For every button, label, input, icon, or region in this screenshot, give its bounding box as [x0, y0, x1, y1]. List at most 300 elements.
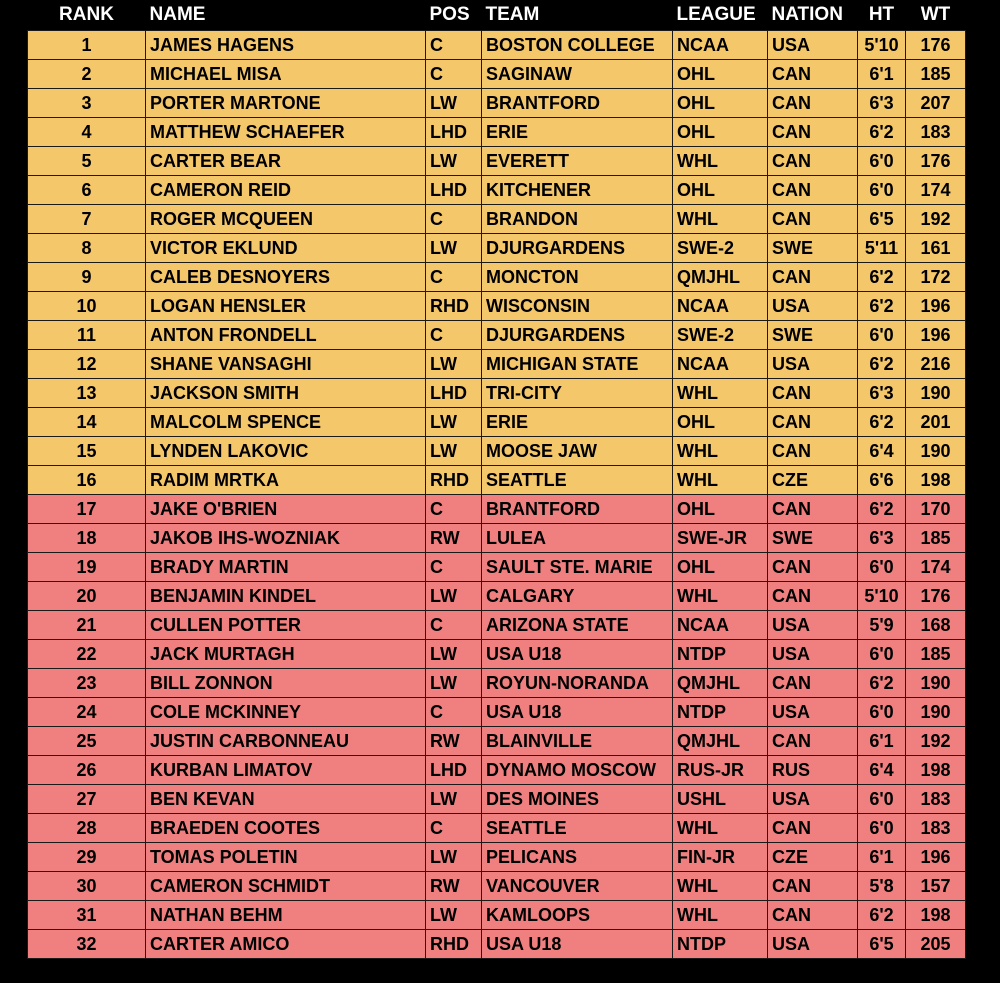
cell-nation: CAN	[768, 263, 858, 292]
cell-nation: CAN	[768, 408, 858, 437]
cell-nation: SWE	[768, 234, 858, 263]
cell-pos: LHD	[426, 118, 482, 147]
cell-pos: LW	[426, 843, 482, 872]
cell-rank: 1	[28, 31, 146, 60]
cell-ht: 6'0	[858, 640, 906, 669]
cell-league: WHL	[673, 466, 768, 495]
table-row	[28, 350, 966, 379]
cell-rank: 8	[28, 234, 146, 263]
cell-league: USHL	[673, 785, 768, 814]
cell-name: CAMERON SCHMIDT	[146, 872, 426, 901]
cell-wt: 176	[906, 31, 966, 60]
cell-name: RADIM MRTKA	[146, 466, 426, 495]
cell-nation: USA	[768, 698, 858, 727]
header-wt: WT	[906, 0, 966, 31]
table-row	[28, 408, 966, 437]
cell-name: MICHAEL MISA	[146, 60, 426, 89]
header-nation: NATION	[768, 0, 858, 31]
table-row	[28, 727, 966, 756]
cell-name: ANTON FRONDELL	[146, 321, 426, 350]
cell-pos: C	[426, 698, 482, 727]
cell-pos: LW	[426, 640, 482, 669]
cell-nation: CAN	[768, 814, 858, 843]
cell-ht: 6'3	[858, 379, 906, 408]
cell-rank: 26	[28, 756, 146, 785]
header-row	[28, 0, 966, 31]
cell-ht: 5'8	[858, 872, 906, 901]
cell-pos: C	[426, 321, 482, 350]
cell-nation: USA	[768, 292, 858, 321]
cell-rank: 10	[28, 292, 146, 321]
cell-name: JACKSON SMITH	[146, 379, 426, 408]
table-row	[28, 843, 966, 872]
table-row	[28, 263, 966, 292]
cell-ht: 6'2	[858, 350, 906, 379]
cell-ht: 6'4	[858, 437, 906, 466]
header-league: LEAGUE	[673, 0, 768, 31]
cell-ht: 6'0	[858, 321, 906, 350]
cell-nation: USA	[768, 640, 858, 669]
cell-ht: 6'0	[858, 785, 906, 814]
table-row	[28, 147, 966, 176]
cell-nation: USA	[768, 785, 858, 814]
cell-league: OHL	[673, 495, 768, 524]
cell-name: BENJAMIN KINDEL	[146, 582, 426, 611]
cell-team: BRANDON	[482, 205, 673, 234]
table-row	[28, 321, 966, 350]
cell-rank: 18	[28, 524, 146, 553]
cell-nation: RUS	[768, 756, 858, 785]
cell-wt: 205	[906, 930, 966, 959]
cell-ht: 6'1	[858, 843, 906, 872]
cell-wt: 192	[906, 205, 966, 234]
cell-wt: 183	[906, 814, 966, 843]
cell-league: OHL	[673, 408, 768, 437]
table-row	[28, 669, 966, 698]
cell-wt: 196	[906, 843, 966, 872]
cell-ht: 6'2	[858, 901, 906, 930]
cell-rank: 25	[28, 727, 146, 756]
rankings-table	[27, 0, 966, 959]
cell-name: NATHAN BEHM	[146, 901, 426, 930]
cell-ht: 5'11	[858, 234, 906, 263]
cell-team: EVERETT	[482, 147, 673, 176]
cell-wt: 196	[906, 292, 966, 321]
cell-name: BRADY MARTIN	[146, 553, 426, 582]
cell-team: SEATTLE	[482, 466, 673, 495]
cell-wt: 192	[906, 727, 966, 756]
cell-name: COLE MCKINNEY	[146, 698, 426, 727]
cell-league: SWE-2	[673, 321, 768, 350]
table-row	[28, 930, 966, 959]
cell-wt: 216	[906, 350, 966, 379]
cell-wt: 172	[906, 263, 966, 292]
cell-ht: 6'2	[858, 263, 906, 292]
cell-pos: LW	[426, 901, 482, 930]
cell-rank: 12	[28, 350, 146, 379]
cell-league: WHL	[673, 205, 768, 234]
cell-wt: 201	[906, 408, 966, 437]
cell-name: KURBAN LIMATOV	[146, 756, 426, 785]
cell-ht: 6'5	[858, 205, 906, 234]
table-row	[28, 292, 966, 321]
table-row	[28, 785, 966, 814]
cell-rank: 28	[28, 814, 146, 843]
cell-wt: 183	[906, 785, 966, 814]
cell-pos: LW	[426, 89, 482, 118]
cell-wt: 207	[906, 89, 966, 118]
header-rank: RANK	[28, 0, 146, 31]
table-row	[28, 176, 966, 205]
cell-wt: 168	[906, 611, 966, 640]
cell-pos: C	[426, 31, 482, 60]
cell-league: SWE-2	[673, 234, 768, 263]
cell-pos: C	[426, 495, 482, 524]
cell-team: CALGARY	[482, 582, 673, 611]
cell-rank: 30	[28, 872, 146, 901]
cell-name: SHANE VANSAGHI	[146, 350, 426, 379]
cell-rank: 22	[28, 640, 146, 669]
cell-pos: LW	[426, 785, 482, 814]
table-row	[28, 60, 966, 89]
cell-pos: C	[426, 553, 482, 582]
cell-rank: 32	[28, 930, 146, 959]
cell-league: QMJHL	[673, 727, 768, 756]
cell-wt: 190	[906, 669, 966, 698]
cell-pos: C	[426, 611, 482, 640]
cell-ht: 6'1	[858, 60, 906, 89]
cell-name: VICTOR EKLUND	[146, 234, 426, 263]
cell-team: BOSTON COLLEGE	[482, 31, 673, 60]
cell-nation: SWE	[768, 321, 858, 350]
cell-pos: LW	[426, 234, 482, 263]
cell-pos: LW	[426, 582, 482, 611]
cell-wt: 176	[906, 147, 966, 176]
cell-team: ERIE	[482, 118, 673, 147]
cell-team: DYNAMO MOSCOW	[482, 756, 673, 785]
cell-name: CALEB DESNOYERS	[146, 263, 426, 292]
cell-team: VANCOUVER	[482, 872, 673, 901]
cell-name: JAKOB IHS-WOZNIAK	[146, 524, 426, 553]
table-row	[28, 118, 966, 147]
cell-pos: LHD	[426, 176, 482, 205]
cell-rank: 5	[28, 147, 146, 176]
cell-name: TOMAS POLETIN	[146, 843, 426, 872]
cell-ht: 5'9	[858, 611, 906, 640]
table-row	[28, 437, 966, 466]
cell-wt: 190	[906, 698, 966, 727]
cell-name: JAMES HAGENS	[146, 31, 426, 60]
cell-pos: LHD	[426, 756, 482, 785]
cell-ht: 6'6	[858, 466, 906, 495]
cell-team: DES MOINES	[482, 785, 673, 814]
cell-pos: LW	[426, 437, 482, 466]
cell-team: SAULT STE. MARIE	[482, 553, 673, 582]
cell-league: QMJHL	[673, 263, 768, 292]
cell-team: BRANTFORD	[482, 89, 673, 118]
cell-nation: SWE	[768, 524, 858, 553]
cell-pos: LW	[426, 147, 482, 176]
cell-wt: 174	[906, 553, 966, 582]
cell-team: KAMLOOPS	[482, 901, 673, 930]
cell-league: FIN-JR	[673, 843, 768, 872]
cell-league: SWE-JR	[673, 524, 768, 553]
cell-nation: CAN	[768, 582, 858, 611]
cell-pos: RHD	[426, 292, 482, 321]
cell-pos: LW	[426, 350, 482, 379]
cell-nation: CAN	[768, 89, 858, 118]
cell-name: BEN KEVAN	[146, 785, 426, 814]
cell-wt: 176	[906, 582, 966, 611]
cell-pos: RW	[426, 524, 482, 553]
cell-wt: 196	[906, 321, 966, 350]
cell-nation: CZE	[768, 843, 858, 872]
cell-name: JAKE O'BRIEN	[146, 495, 426, 524]
cell-name: JACK MURTAGH	[146, 640, 426, 669]
cell-league: OHL	[673, 89, 768, 118]
cell-nation: CAN	[768, 669, 858, 698]
header-pos: POS	[426, 0, 482, 31]
table-row	[28, 582, 966, 611]
cell-ht: 6'3	[858, 89, 906, 118]
cell-league: WHL	[673, 814, 768, 843]
cell-ht: 6'3	[858, 524, 906, 553]
cell-league: NCAA	[673, 292, 768, 321]
cell-pos: C	[426, 205, 482, 234]
table-row	[28, 524, 966, 553]
cell-nation: CAN	[768, 118, 858, 147]
table-row	[28, 756, 966, 785]
cell-pos: C	[426, 263, 482, 292]
cell-rank: 27	[28, 785, 146, 814]
cell-nation: CAN	[768, 176, 858, 205]
header-name: NAME	[146, 0, 426, 31]
cell-team: DJURGARDENS	[482, 321, 673, 350]
cell-team: SAGINAW	[482, 60, 673, 89]
cell-team: MONCTON	[482, 263, 673, 292]
cell-rank: 20	[28, 582, 146, 611]
cell-ht: 5'10	[858, 31, 906, 60]
cell-league: OHL	[673, 176, 768, 205]
cell-ht: 6'4	[858, 756, 906, 785]
cell-team: WISCONSIN	[482, 292, 673, 321]
cell-team: BRANTFORD	[482, 495, 673, 524]
cell-rank: 16	[28, 466, 146, 495]
cell-ht: 6'0	[858, 147, 906, 176]
cell-ht: 6'2	[858, 118, 906, 147]
table-row	[28, 89, 966, 118]
cell-league: NCAA	[673, 31, 768, 60]
cell-nation: USA	[768, 31, 858, 60]
cell-team: LULEA	[482, 524, 673, 553]
cell-name: MALCOLM SPENCE	[146, 408, 426, 437]
cell-ht: 6'0	[858, 553, 906, 582]
cell-wt: 198	[906, 901, 966, 930]
cell-name: LYNDEN LAKOVIC	[146, 437, 426, 466]
cell-league: WHL	[673, 901, 768, 930]
cell-pos: C	[426, 60, 482, 89]
table-header	[28, 0, 966, 31]
cell-rank: 6	[28, 176, 146, 205]
cell-wt: 185	[906, 60, 966, 89]
cell-nation: USA	[768, 930, 858, 959]
table-row	[28, 698, 966, 727]
cell-name: LOGAN HENSLER	[146, 292, 426, 321]
cell-league: WHL	[673, 437, 768, 466]
cell-rank: 4	[28, 118, 146, 147]
cell-team: SEATTLE	[482, 814, 673, 843]
table-row	[28, 872, 966, 901]
cell-wt: 190	[906, 437, 966, 466]
cell-nation: USA	[768, 611, 858, 640]
cell-team: ERIE	[482, 408, 673, 437]
cell-team: DJURGARDENS	[482, 234, 673, 263]
cell-league: NCAA	[673, 350, 768, 379]
cell-ht: 6'0	[858, 176, 906, 205]
cell-team: TRI-CITY	[482, 379, 673, 408]
cell-wt: 170	[906, 495, 966, 524]
cell-nation: CAN	[768, 495, 858, 524]
cell-nation: CAN	[768, 147, 858, 176]
cell-league: RUS-JR	[673, 756, 768, 785]
rankings-board	[27, 0, 965, 959]
cell-nation: CAN	[768, 205, 858, 234]
cell-rank: 24	[28, 698, 146, 727]
cell-wt: 198	[906, 756, 966, 785]
cell-name: JUSTIN CARBONNEAU	[146, 727, 426, 756]
header-team: TEAM	[482, 0, 673, 31]
cell-nation: CAN	[768, 379, 858, 408]
cell-wt: 161	[906, 234, 966, 263]
cell-ht: 6'5	[858, 930, 906, 959]
cell-team: KITCHENER	[482, 176, 673, 205]
cell-nation: CAN	[768, 872, 858, 901]
cell-ht: 6'2	[858, 669, 906, 698]
cell-nation: CAN	[768, 60, 858, 89]
cell-nation: CAN	[768, 553, 858, 582]
cell-nation: CAN	[768, 901, 858, 930]
cell-name: BILL ZONNON	[146, 669, 426, 698]
cell-team: MICHIGAN STATE	[482, 350, 673, 379]
cell-team: PELICANS	[482, 843, 673, 872]
cell-rank: 14	[28, 408, 146, 437]
cell-league: NTDP	[673, 640, 768, 669]
cell-league: NTDP	[673, 698, 768, 727]
cell-team: ROYUN-NORANDA	[482, 669, 673, 698]
cell-rank: 17	[28, 495, 146, 524]
cell-rank: 23	[28, 669, 146, 698]
cell-rank: 11	[28, 321, 146, 350]
cell-league: WHL	[673, 379, 768, 408]
table-row	[28, 553, 966, 582]
cell-name: CAMERON REID	[146, 176, 426, 205]
cell-name: MATTHEW SCHAEFER	[146, 118, 426, 147]
cell-team: BLAINVILLE	[482, 727, 673, 756]
cell-wt: 157	[906, 872, 966, 901]
cell-pos: RW	[426, 727, 482, 756]
cell-team: USA U18	[482, 640, 673, 669]
cell-nation: USA	[768, 350, 858, 379]
cell-team: USA U18	[482, 698, 673, 727]
cell-nation: CAN	[768, 437, 858, 466]
cell-league: WHL	[673, 872, 768, 901]
table-row	[28, 495, 966, 524]
cell-rank: 19	[28, 553, 146, 582]
table-row	[28, 640, 966, 669]
cell-ht: 6'2	[858, 292, 906, 321]
cell-rank: 3	[28, 89, 146, 118]
cell-league: WHL	[673, 582, 768, 611]
cell-rank: 13	[28, 379, 146, 408]
cell-ht: 6'0	[858, 814, 906, 843]
cell-name: CARTER AMICO	[146, 930, 426, 959]
cell-league: WHL	[673, 147, 768, 176]
cell-rank: 7	[28, 205, 146, 234]
cell-team: MOOSE JAW	[482, 437, 673, 466]
cell-wt: 198	[906, 466, 966, 495]
cell-league: QMJHL	[673, 669, 768, 698]
cell-wt: 185	[906, 524, 966, 553]
cell-rank: 29	[28, 843, 146, 872]
cell-league: NCAA	[673, 611, 768, 640]
cell-pos: RHD	[426, 930, 482, 959]
cell-wt: 174	[906, 176, 966, 205]
cell-pos: LW	[426, 669, 482, 698]
table-row	[28, 901, 966, 930]
table-body	[28, 31, 966, 959]
cell-ht: 6'1	[858, 727, 906, 756]
cell-rank: 31	[28, 901, 146, 930]
cell-league: NTDP	[673, 930, 768, 959]
cell-name: CARTER BEAR	[146, 147, 426, 176]
cell-ht: 6'2	[858, 408, 906, 437]
cell-rank: 2	[28, 60, 146, 89]
cell-name: PORTER MARTONE	[146, 89, 426, 118]
cell-name: BRAEDEN COOTES	[146, 814, 426, 843]
cell-wt: 185	[906, 640, 966, 669]
cell-team: ARIZONA STATE	[482, 611, 673, 640]
cell-pos: LHD	[426, 379, 482, 408]
header-ht: HT	[858, 0, 906, 31]
cell-ht: 6'0	[858, 698, 906, 727]
cell-pos: C	[426, 814, 482, 843]
cell-name: ROGER MCQUEEN	[146, 205, 426, 234]
cell-pos: RHD	[426, 466, 482, 495]
cell-rank: 15	[28, 437, 146, 466]
cell-league: OHL	[673, 60, 768, 89]
table-row	[28, 466, 966, 495]
table-row	[28, 31, 966, 60]
cell-nation: CZE	[768, 466, 858, 495]
cell-league: OHL	[673, 553, 768, 582]
cell-wt: 190	[906, 379, 966, 408]
table-row	[28, 234, 966, 263]
cell-ht: 5'10	[858, 582, 906, 611]
cell-rank: 9	[28, 263, 146, 292]
table-row	[28, 205, 966, 234]
table-row	[28, 611, 966, 640]
cell-league: OHL	[673, 118, 768, 147]
table-row	[28, 814, 966, 843]
cell-team: USA U18	[482, 930, 673, 959]
cell-nation: CAN	[768, 727, 858, 756]
cell-name: CULLEN POTTER	[146, 611, 426, 640]
table-row	[28, 379, 966, 408]
cell-ht: 6'2	[858, 495, 906, 524]
cell-pos: LW	[426, 408, 482, 437]
cell-rank: 21	[28, 611, 146, 640]
cell-pos: RW	[426, 872, 482, 901]
